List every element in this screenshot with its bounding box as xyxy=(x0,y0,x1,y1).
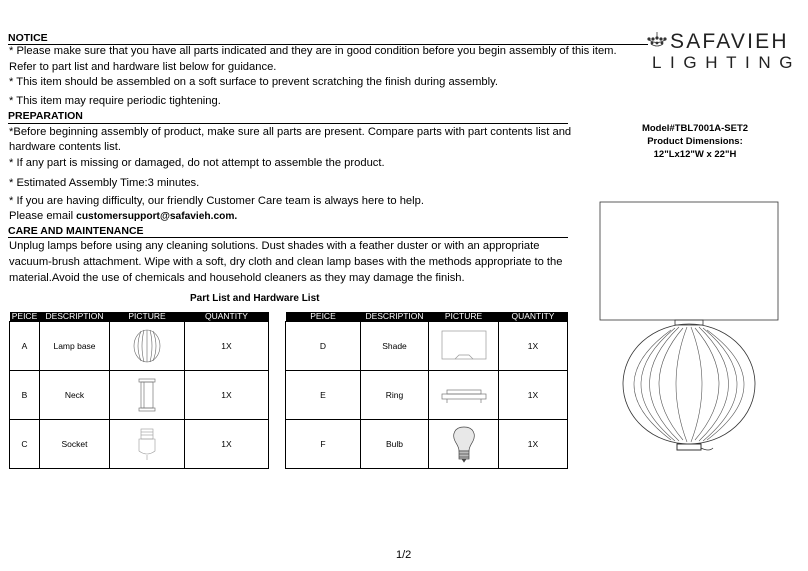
model-number: Model#TBL7001A-SET2 xyxy=(641,123,749,134)
preparation-line-3: * If any part is missing or damaged, do not attempt to assemble the product. xyxy=(9,157,385,169)
lamp-base-icon xyxy=(132,328,162,364)
part-quantity: 1X xyxy=(185,420,269,469)
part-quantity: 1X xyxy=(185,371,269,420)
brand-logo xyxy=(646,30,806,76)
table-header xyxy=(286,312,568,322)
col-description: DESCRIPTION xyxy=(40,312,110,322)
col-piece: PEICE xyxy=(286,312,361,322)
part-quantity: 1X xyxy=(499,322,568,371)
part-quantity: 1X xyxy=(185,322,269,371)
col-picture: PICTURE xyxy=(429,312,499,322)
notice-heading: NOTICE xyxy=(8,32,48,44)
preparation-line-1: *Before beginning assembly of product, make sure all parts are present. Compare parts with part contents list and xyxy=(9,126,572,138)
email-prefix: Please email xyxy=(9,210,77,222)
shade-icon xyxy=(439,329,489,363)
product-info xyxy=(620,122,770,161)
piece-letter: B xyxy=(10,371,40,420)
table-row xyxy=(10,371,269,420)
socket-icon xyxy=(135,427,159,461)
lamp-illustration xyxy=(595,200,780,465)
table-row xyxy=(286,371,568,420)
support-email-link[interactable]: customersupport@safavieh.com. xyxy=(76,211,238,222)
dimensions-value: 12"Lx12"W x 22"H xyxy=(653,149,737,160)
col-piece: PEICE xyxy=(10,312,40,322)
preparation-heading: PREPARATION xyxy=(8,110,83,122)
page-number: 1/2 xyxy=(396,549,412,561)
piece-letter: D xyxy=(286,322,361,371)
parts-table-right xyxy=(285,312,568,469)
col-quantity: QUANTITY xyxy=(499,312,568,322)
table-row xyxy=(286,420,568,469)
part-description: Lamp base xyxy=(40,322,110,371)
neck-icon xyxy=(137,378,157,412)
care-heading: CARE AND MAINTENANCE xyxy=(8,225,144,237)
part-description: Bulb xyxy=(361,420,429,469)
preparation-line-2: hardware contents list. xyxy=(9,141,121,153)
col-picture: PICTURE xyxy=(110,312,185,322)
care-line-2: vacuum-brush attachment. Wipe with a soft, dry cloth and clean lamp bases with the methods appropriate to the xyxy=(9,256,563,268)
brand-subtitle: LIGHTING xyxy=(652,53,802,72)
notice-line-1: * Please make sure that you have all parts indicated and they are in good condition before you begin assembly of this item. xyxy=(9,45,617,57)
part-description: Socket xyxy=(40,420,110,469)
part-description: Shade xyxy=(361,322,429,371)
table-row xyxy=(10,322,269,371)
table-row xyxy=(286,322,568,371)
email-line xyxy=(9,208,237,225)
notice-line-3: * This item should be assembled on a soft surface to prevent scratching the finish during assembly. xyxy=(9,76,498,88)
parts-title: Part List and Hardware List xyxy=(190,293,320,304)
table-header xyxy=(10,312,269,322)
dimensions-label: Product Dimensions: xyxy=(647,136,743,147)
part-description: Neck xyxy=(40,371,110,420)
preparation-line-5: * If you are having difficulty, our friendly Customer Care team is always here to help. xyxy=(9,195,424,207)
col-quantity: QUANTITY xyxy=(185,312,269,322)
piece-letter: F xyxy=(286,420,361,469)
parts-table-left xyxy=(9,312,269,469)
table-row xyxy=(10,420,269,469)
care-line-1: Unplug lamps before using any cleaning solutions. Dust shades with a feather duster or with an appropriate xyxy=(9,240,540,252)
part-quantity: 1X xyxy=(499,371,568,420)
piece-letter: C xyxy=(10,420,40,469)
part-description: Ring xyxy=(361,371,429,420)
notice-line-4: * This item may require periodic tightening. xyxy=(9,95,221,107)
bulb-icon xyxy=(449,425,479,463)
chandelier-icon xyxy=(646,32,668,50)
piece-letter: A xyxy=(10,322,40,371)
piece-letter: E xyxy=(286,371,361,420)
notice-line-2: Refer to part list and hardware list below for guidance. xyxy=(9,61,277,73)
ring-icon xyxy=(439,385,489,405)
col-description: DESCRIPTION xyxy=(361,312,429,322)
preparation-line-4: * Estimated Assembly Time:3 minutes. xyxy=(9,177,200,189)
part-quantity: 1X xyxy=(499,420,568,469)
care-line-3: material.Avoid the use of chemicals and household cleaners as they may damage the finish. xyxy=(9,272,465,284)
brand-name: SAFAVIEH xyxy=(670,30,789,53)
